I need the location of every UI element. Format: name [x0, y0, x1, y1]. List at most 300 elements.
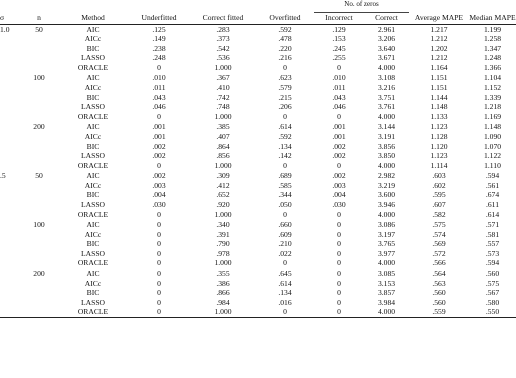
sigma-cell — [0, 288, 20, 298]
method-cell: AIC — [86, 24, 100, 34]
overfitted-cell: .579 — [278, 83, 292, 93]
n-cell — [20, 63, 58, 73]
overfitted-cell: .022 — [278, 248, 292, 258]
underfitted-cell: 0 — [157, 258, 161, 268]
correct-cell: 4.000 — [377, 111, 396, 121]
correct-fitted-cell: .391 — [216, 229, 230, 239]
incorrect-cell: 0 — [337, 160, 341, 170]
sigma-cell — [0, 112, 20, 122]
incorrect-cell: .245 — [332, 43, 346, 53]
underfitted-cell: .002 — [152, 170, 166, 180]
sigma-cell — [0, 190, 20, 200]
average-mape-cell: .572 — [432, 248, 446, 258]
n-cell: 50 — [35, 24, 43, 34]
n-cell — [20, 44, 58, 54]
median-mape-cell: 1.148 — [483, 121, 502, 131]
n-cell — [20, 93, 58, 103]
sigma-cell — [0, 210, 20, 220]
median-mape-cell: 1.199 — [483, 24, 502, 34]
n-cell — [20, 288, 58, 298]
n-cell: 100 — [33, 73, 45, 83]
incorrect-cell: .001 — [332, 131, 346, 141]
underfitted-cell: .001 — [152, 121, 166, 131]
correct-fitted-cell: .385 — [216, 121, 230, 131]
table-row — [0, 239, 516, 249]
overfitted-cell: .134 — [278, 288, 292, 298]
underfitted-cell: .043 — [152, 92, 166, 102]
overfitted-cell: .660 — [278, 219, 292, 229]
median-mape-cell: 1.347 — [483, 43, 502, 53]
correct-cell: 3.197 — [377, 229, 396, 239]
table-row — [0, 121, 516, 132]
overfitted-cell: .585 — [278, 180, 292, 190]
median-mape-cell: 1.090 — [483, 131, 502, 141]
correct-cell: 3.153 — [377, 278, 396, 288]
correct-fitted-cell: .864 — [216, 141, 230, 151]
method-cell: AICc — [84, 131, 102, 141]
correct-fitted-cell: 1.000 — [214, 62, 232, 72]
average-mape-cell: 1.144 — [430, 92, 448, 102]
average-mape-cell: 1.151 — [430, 83, 448, 93]
overfitted-cell: .689 — [278, 170, 292, 180]
correct-cell: 3.856 — [377, 141, 396, 151]
sigma-cell: .5 — [0, 170, 6, 180]
median-mape-cell: .581 — [485, 229, 500, 239]
median-mape-cell: 1.248 — [483, 53, 502, 63]
n-cell — [20, 239, 58, 249]
median-mape-cell: 1.169 — [483, 111, 502, 121]
average-mape-cell: 1.151 — [430, 73, 448, 83]
underfitted-header: Underfitted — [128, 12, 190, 24]
average-mape-cell: 1.128 — [430, 131, 448, 141]
table-row — [0, 63, 516, 73]
correct-fitted-cell: 1.000 — [214, 160, 232, 170]
correct-fitted-cell: .536 — [216, 53, 230, 63]
overfitted-cell: .609 — [278, 229, 292, 239]
incorrect-cell: .010 — [332, 73, 346, 83]
n-cell: 200 — [33, 268, 45, 278]
average-mape-cell: .582 — [432, 209, 446, 219]
n-cell — [20, 34, 58, 44]
method-header: Method — [58, 12, 128, 24]
correct-fitted-cell: .866 — [216, 288, 230, 298]
table-row — [0, 268, 516, 279]
correct-fitted-cell: .652 — [216, 190, 230, 200]
underfitted-cell: .125 — [152, 24, 166, 34]
correct-cell: 4.000 — [377, 209, 396, 219]
overfitted-cell: 0 — [283, 62, 287, 72]
table-row — [0, 210, 516, 220]
average-mape-cell: 1.123 — [430, 151, 448, 161]
median-mape-cell: .561 — [485, 180, 500, 190]
sigma-cell: 1.0 — [0, 24, 10, 34]
table-row — [0, 93, 516, 103]
correct-fitted-cell: .920 — [216, 200, 230, 209]
incorrect-cell: .004 — [332, 190, 346, 200]
method-cell: ORACLE — [77, 62, 109, 72]
n-cell — [20, 230, 58, 240]
overfitted-cell: .050 — [278, 200, 292, 209]
sigma-cell — [0, 142, 20, 152]
correct-fitted-cell: .355 — [216, 268, 230, 278]
table-row — [0, 53, 516, 63]
overfitted-cell: .592 — [278, 131, 292, 141]
incorrect-cell: 0 — [337, 219, 341, 229]
sigma-cell — [0, 63, 20, 73]
method-cell: ORACLE — [58, 307, 128, 317]
median-mape-cell: 1.366 — [483, 62, 502, 72]
correct-cell: 4.000 — [377, 258, 396, 268]
incorrect-cell: 0 — [337, 248, 341, 258]
correct-fitted-cell: .978 — [216, 248, 230, 258]
incorrect-cell: 0 — [337, 111, 341, 121]
median-mape-cell: .573 — [485, 248, 500, 258]
table-row — [0, 102, 516, 112]
median-mape-cell: .560 — [485, 268, 500, 278]
table-row — [0, 132, 516, 142]
median-mape-cell: 1.104 — [483, 73, 502, 83]
method-cell: AICc — [84, 83, 102, 93]
correct-cell: 3.144 — [377, 121, 396, 131]
underfitted-cell: 0 — [157, 288, 161, 298]
underfitted-cell: 0 — [157, 268, 161, 278]
overfitted-cell: 0 — [256, 307, 314, 317]
method-cell: BIC — [86, 190, 100, 200]
table-row — [0, 161, 516, 171]
sigma-cell — [0, 151, 20, 161]
method-cell: AIC — [86, 219, 100, 229]
sigma-cell — [0, 83, 20, 93]
underfitted-cell: 0 — [157, 209, 161, 219]
underfitted-cell: 0 — [157, 229, 161, 239]
underfitted-cell: .001 — [152, 131, 166, 141]
underfitted-cell: .030 — [152, 200, 166, 209]
incorrect-cell: 0 — [337, 268, 341, 278]
correct-cell: 3.219 — [377, 180, 396, 190]
sigma-cell — [0, 73, 20, 84]
table-row — [0, 190, 516, 200]
incorrect-header: Incorrect — [314, 12, 364, 24]
method-cell: ORACLE — [77, 258, 109, 268]
table-row — [0, 200, 516, 210]
median-mape-cell: 1.152 — [483, 83, 502, 93]
method-cell: LASSO — [80, 102, 106, 112]
overfitted-cell: .614 — [278, 121, 292, 131]
sigma-cell — [0, 93, 20, 103]
table-row — [0, 288, 516, 298]
table-row — [0, 170, 516, 181]
incorrect-cell: .129 — [332, 24, 346, 34]
sigma-cell — [0, 307, 20, 317]
correct-fitted-cell: .856 — [216, 151, 230, 161]
n-cell — [20, 102, 58, 112]
median-mape-cell: .594 — [485, 258, 500, 268]
method-cell: ORACLE — [77, 111, 109, 121]
correct-cell: 3.086 — [377, 219, 396, 229]
method-cell: ORACLE — [77, 209, 109, 219]
underfitted-cell: .002 — [152, 141, 166, 151]
sigma-cell — [0, 44, 20, 54]
method-cell: BIC — [86, 92, 100, 102]
average-mape-cell: .602 — [432, 180, 446, 190]
median-mape-cell: .550 — [469, 307, 516, 317]
average-mape-cell: .560 — [432, 297, 446, 307]
correct-cell: 3.108 — [377, 73, 396, 83]
method-cell: AICc — [84, 180, 102, 190]
correct-fitted-cell: 1.000 — [214, 258, 232, 268]
correct-cell: 3.857 — [377, 288, 396, 298]
incorrect-cell: 0 — [337, 229, 341, 239]
average-mape-cell: 1.212 — [430, 34, 448, 44]
n-cell — [20, 258, 58, 268]
incorrect-cell: 0 — [337, 258, 341, 268]
table-row — [0, 219, 516, 230]
sigma-cell — [0, 132, 20, 142]
n-cell — [20, 53, 58, 63]
underfitted-cell: 0 — [157, 160, 161, 170]
n-cell: 50 — [35, 170, 43, 180]
average-mape-cell: 1.164 — [430, 62, 448, 72]
average-mape-cell: 1.212 — [430, 53, 448, 63]
overfitted-cell: .344 — [278, 190, 292, 200]
method-cell: AICc — [84, 278, 102, 288]
incorrect-cell: 0 — [337, 209, 341, 219]
correct-cell: 3.850 — [377, 151, 396, 161]
correct-fitted-cell: 1.000 — [214, 209, 232, 219]
correct-cell: 3.191 — [377, 131, 396, 141]
median-mape-cell: .575 — [485, 278, 500, 288]
overfitted-cell: .016 — [278, 297, 292, 307]
sigma-cell — [0, 298, 20, 308]
correct-cell: 4.000 — [364, 307, 409, 317]
average-mape-cell: .560 — [432, 288, 446, 298]
median-mape-header: Median MAPE — [469, 12, 516, 24]
sigma-header: σ — [0, 12, 20, 24]
average-mape-cell: .574 — [432, 229, 446, 239]
incorrect-cell: .001 — [332, 121, 346, 131]
method-cell: BIC — [86, 141, 100, 151]
overfitted-cell: .142 — [278, 151, 292, 161]
method-cell: AIC — [86, 121, 100, 131]
table-row — [0, 112, 516, 122]
correct-fitted-cell: .790 — [216, 239, 230, 249]
sigma-cell — [0, 219, 20, 230]
average-mape-cell: .566 — [432, 258, 446, 268]
sigma-cell — [0, 279, 20, 289]
n-cell — [20, 307, 58, 317]
median-mape-cell: 1.258 — [483, 34, 502, 44]
correct-fitted-cell: .407 — [216, 131, 230, 141]
correct-fitted-cell: .748 — [216, 102, 230, 112]
correct-cell: 3.671 — [377, 53, 396, 63]
correct-cell: 3.946 — [377, 200, 396, 209]
method-cell: LASSO — [80, 53, 106, 63]
incorrect-cell: .002 — [332, 151, 346, 161]
median-mape-cell: 1.070 — [483, 141, 502, 151]
table-row — [0, 44, 516, 54]
sigma-cell — [0, 181, 20, 191]
table-row — [0, 83, 516, 93]
incorrect-cell: 0 — [337, 288, 341, 298]
incorrect-cell: 0 — [337, 278, 341, 288]
median-mape-cell: .571 — [485, 219, 500, 229]
method-cell: LASSO — [80, 200, 106, 209]
sigma-cell — [0, 249, 20, 259]
overfitted-cell: .614 — [278, 278, 292, 288]
method-cell: BIC — [86, 239, 100, 249]
correct-fitted-cell: .373 — [216, 34, 230, 44]
median-mape-cell: 1.339 — [483, 92, 502, 102]
table-row — [0, 249, 516, 259]
correct-cell: 3.206 — [377, 34, 396, 44]
zeros-group-header: No. of zeros — [314, 2, 409, 12]
average-mape-cell: 1.120 — [430, 141, 448, 151]
median-mape-cell: .594 — [485, 170, 500, 180]
median-mape-cell: 1.110 — [484, 160, 501, 170]
n-cell — [20, 190, 58, 200]
average-mape-cell: .575 — [432, 219, 446, 229]
method-cell: AICc — [84, 34, 102, 44]
average-mape-cell: 1.148 — [430, 102, 448, 112]
underfitted-cell: .002 — [152, 151, 166, 161]
average-mape-cell: 1.217 — [430, 24, 448, 34]
overfitted-cell: .216 — [278, 53, 292, 63]
average-mape-cell: 1.114 — [430, 160, 448, 170]
overfitted-cell: 0 — [283, 258, 287, 268]
correct-fitted-cell: .410 — [216, 83, 230, 93]
n-cell — [20, 200, 58, 210]
n-cell: 100 — [33, 219, 45, 229]
table-row — [0, 258, 516, 268]
table-row — [0, 298, 516, 308]
n-cell — [20, 112, 58, 122]
incorrect-cell: .002 — [332, 141, 346, 151]
average-mape-cell: .569 — [432, 239, 446, 249]
table-row — [0, 151, 516, 161]
underfitted-cell: .238 — [152, 43, 166, 53]
sigma-cell — [0, 200, 20, 210]
n-cell — [20, 210, 58, 220]
method-cell: AICc — [84, 229, 102, 239]
underfitted-cell: .248 — [152, 53, 166, 63]
median-mape-cell: .614 — [485, 209, 500, 219]
method-cell: ORACLE — [77, 160, 109, 170]
incorrect-cell: 0 — [337, 62, 341, 72]
n-cell — [20, 181, 58, 191]
sigma-cell — [0, 239, 20, 249]
table-row — [0, 142, 516, 152]
underfitted-cell: 0 — [157, 111, 161, 121]
overfitted-cell: .134 — [278, 141, 292, 151]
overfitted-cell: .478 — [278, 34, 292, 44]
incorrect-cell: .003 — [332, 180, 346, 190]
correct-fitted-cell: .984 — [216, 297, 230, 307]
average-mape-cell: .595 — [432, 190, 446, 200]
incorrect-cell: 0 — [314, 307, 364, 317]
incorrect-cell: .153 — [332, 34, 346, 44]
incorrect-cell: .030 — [332, 200, 346, 209]
table-row — [0, 34, 516, 44]
correct-cell: 3.600 — [377, 190, 396, 200]
correct-fitted-cell: .340 — [216, 219, 230, 229]
method-cell: AIC — [86, 73, 100, 83]
method-cell: AIC — [86, 268, 100, 278]
correct-cell: 3.216 — [377, 83, 396, 93]
correct-fitted-cell: .542 — [216, 43, 230, 53]
correct-header: Correct — [364, 12, 409, 24]
n-cell — [20, 161, 58, 171]
underfitted-cell: 0 — [157, 239, 161, 249]
overfitted-cell: .215 — [278, 92, 292, 102]
average-mape-header: Average MAPE — [409, 12, 469, 24]
sigma-cell — [0, 268, 20, 279]
sigma-cell — [0, 53, 20, 63]
sigma-cell — [0, 34, 20, 44]
method-cell: LASSO — [80, 297, 106, 307]
overfitted-cell: 0 — [283, 111, 287, 121]
n-cell — [20, 151, 58, 161]
incorrect-cell: .002 — [332, 170, 346, 180]
average-mape-cell: 1.133 — [430, 111, 448, 121]
correct-cell: 3.977 — [377, 248, 396, 258]
correct-fitted-cell: 1.000 — [214, 111, 232, 121]
table-row — [0, 307, 516, 317]
overfitted-cell: .623 — [278, 73, 292, 83]
incorrect-cell: .046 — [332, 102, 346, 112]
correct-fitted-cell: .386 — [216, 278, 230, 288]
correct-cell: 3.640 — [377, 43, 396, 53]
median-mape-cell: 1.122 — [483, 151, 502, 161]
underfitted-cell: .149 — [152, 34, 166, 44]
average-mape-cell: .563 — [432, 278, 446, 288]
underfitted-cell: 0 — [157, 219, 161, 229]
n-cell — [20, 249, 58, 259]
correct-fitted-cell: .367 — [216, 73, 230, 83]
incorrect-cell: 0 — [337, 239, 341, 249]
n-cell — [20, 132, 58, 142]
average-mape-cell: .603 — [432, 170, 446, 180]
table-row — [0, 181, 516, 191]
method-cell: BIC — [86, 43, 100, 53]
correct-fitted-cell: .742 — [216, 92, 230, 102]
correct-fitted-cell: .283 — [216, 24, 230, 34]
median-mape-cell: .674 — [485, 190, 500, 200]
median-mape-cell: .557 — [485, 239, 500, 249]
method-cell: AIC — [86, 170, 100, 180]
correct-fitted-cell: 1.000 — [190, 307, 256, 317]
incorrect-cell: .255 — [332, 53, 346, 63]
sigma-cell — [0, 258, 20, 268]
underfitted-cell: 0 — [157, 278, 161, 288]
average-mape-cell: 1.123 — [430, 121, 448, 131]
table-row — [0, 230, 516, 240]
correct-cell: 3.085 — [377, 268, 396, 278]
method-cell: BIC — [86, 288, 100, 298]
correct-cell: 3.765 — [377, 239, 396, 249]
overfitted-cell: 0 — [283, 209, 287, 219]
method-cell: LASSO — [80, 248, 106, 258]
overfitted-cell: .206 — [278, 102, 292, 112]
correct-cell: 2.961 — [377, 24, 396, 34]
incorrect-cell: .011 — [332, 83, 346, 93]
overfitted-header: Overfitted — [256, 12, 314, 24]
average-mape-cell: .607 — [432, 200, 446, 209]
underfitted-cell: .011 — [152, 83, 166, 93]
overfitted-cell: 0 — [283, 160, 287, 170]
n-cell — [20, 83, 58, 93]
underfitted-cell: .010 — [152, 73, 166, 83]
sigma-cell — [0, 230, 20, 240]
